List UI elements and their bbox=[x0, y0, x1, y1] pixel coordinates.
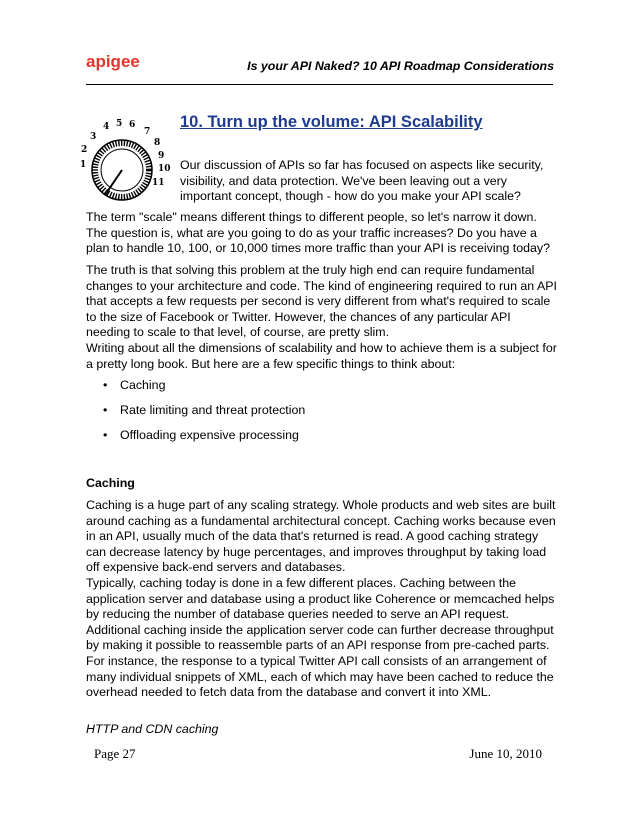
dial-number-11: 11 bbox=[152, 178, 165, 188]
page-number: Page 27 bbox=[94, 746, 136, 761]
bullet-icon: • bbox=[103, 428, 108, 442]
list-item bbox=[103, 377, 305, 402]
dial-number-2: 2 bbox=[81, 145, 88, 155]
dial-number-8: 8 bbox=[154, 138, 161, 148]
topic-list bbox=[103, 377, 305, 452]
running-header: Is your API Naked? 10 API Roadmap Considerations bbox=[247, 59, 554, 73]
paragraph-scale-definition: The term "scale" means different things to different people, so let's narrow it down. The question is, what are you going to do as your traffic increases? Do you have a plan to handle 10, 100, or 10,000 times more traffic than your API is receiving today? bbox=[86, 210, 551, 256]
dial-number-3: 3 bbox=[90, 132, 97, 142]
volume-knob-icon bbox=[78, 112, 178, 212]
bullet-icon: • bbox=[103, 378, 108, 392]
dial-number-10: 10 bbox=[158, 164, 171, 174]
list-item-label: Offloading expensive processing bbox=[120, 428, 299, 442]
dial-number-6: 6 bbox=[129, 120, 136, 130]
paragraph-caching-places: Typically, caching today is done in a few different places. Caching between the application server and database using a product like Coherence or memcached helps by reducing the number of database queries needed to serve an API request. Additional caching inside the application server code can further decrease throughput by making it possible to reassemble parts of an API response from pre-cached parts. For instance, the response to a typical Twitter API call consists of an arrangement of many individual snippets of XML, each of which may have been cached to reduce the overhead needed to fetch data from the database and convert it into XML. bbox=[86, 576, 555, 700]
bullet-icon: • bbox=[103, 403, 108, 417]
paragraph-high-end: The truth is that solving this problem at the truly high end can require fundamental changes to your architecture and code. The kind of engineering required to run an API that accepts a few requests per second is very different from what's required to scale to the size of Facebook or Twitter. However, the chances of any particular API needing to scale to that level, of course, are pretty slim. bbox=[86, 263, 557, 340]
dial-number-4: 4 bbox=[103, 122, 110, 132]
apigee-logo: apigee bbox=[86, 52, 140, 71]
dial-number-5: 5 bbox=[116, 119, 123, 129]
list-item-label: Rate limiting and threat protection bbox=[120, 403, 306, 417]
list-item bbox=[103, 402, 305, 427]
page-date: June 10, 2010 bbox=[469, 746, 542, 761]
dial-number-9: 9 bbox=[158, 151, 165, 161]
section-title: 10. Turn up the volume: API Scalability bbox=[180, 113, 483, 131]
subheading-http-cdn: HTTP and CDN caching bbox=[86, 722, 219, 736]
paragraph-caching-intro: Caching is a huge part of any scaling strategy. Whole products and web sites are built around caching as a fundamental architectural concept. Caching works because even in an API, usually much of the data that's returned is read. A good caching strategy can decrease latency by huge percentages, and improves throughput by taking load off expensive back-end servers and databases. bbox=[86, 498, 556, 575]
section-intro: Our discussion of APIs so far has focused on aspects like security, visibility, and data protection. We've been leaving out a very important concept, though - how do you make your API scale? bbox=[180, 158, 544, 203]
list-item bbox=[103, 427, 305, 452]
paragraph-dimensions: Writing about all the dimensions of scalability and how to achieve them is a subject for a pretty long book. But here are a few specific things to think about: bbox=[86, 341, 557, 371]
header-rule bbox=[86, 84, 553, 85]
dial-number-1: 1 bbox=[80, 160, 87, 170]
dial-number-7: 7 bbox=[144, 127, 151, 137]
list-item-label: Caching bbox=[120, 378, 166, 392]
caching-heading: Caching bbox=[86, 476, 135, 490]
